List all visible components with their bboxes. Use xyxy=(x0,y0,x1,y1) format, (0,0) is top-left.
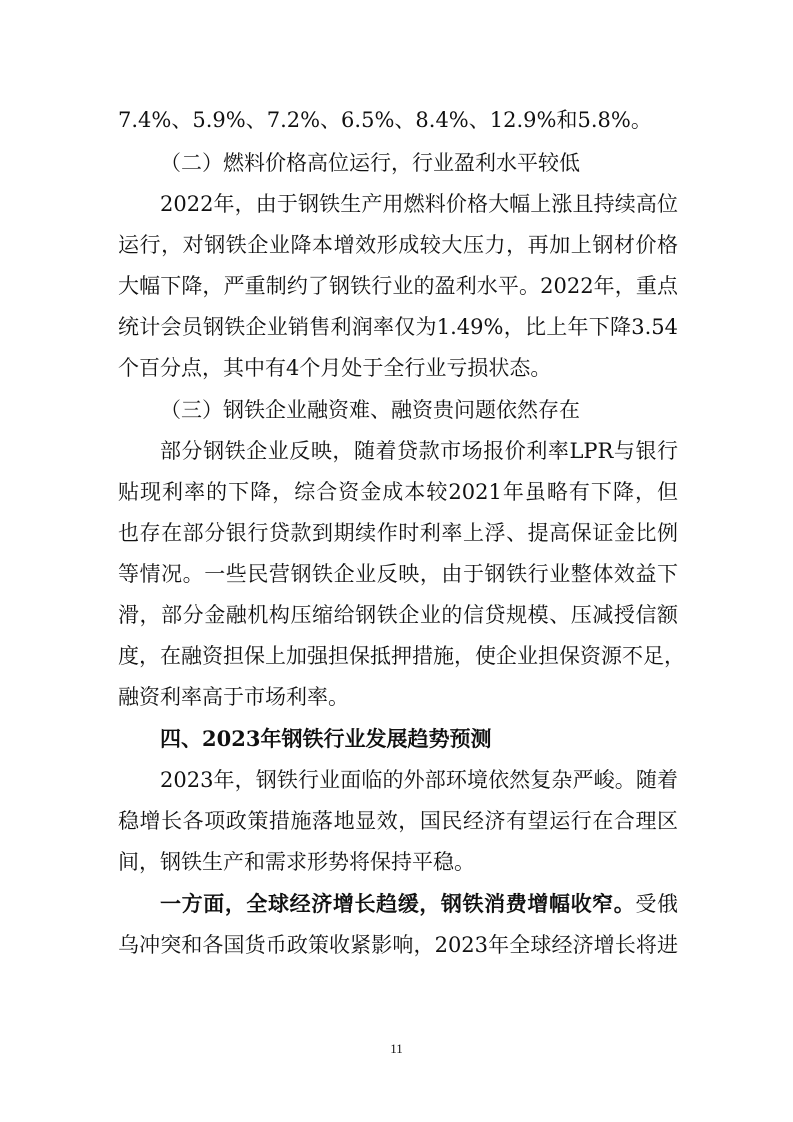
paragraph-line: 等情况。一些民营钢铁企业反映，由于钢铁行业整体效益下 xyxy=(118,562,678,586)
paragraph-line: 个百分点，其中有4个月处于全行业亏损状态。 xyxy=(118,356,552,380)
paragraph-line: 7.4%、5.9%、7.2%、6.5%、8.4%、12.9%和5.8%。 xyxy=(118,108,652,132)
paragraph-line: 运行，对钢铁企业降本增效形成较大压力，再加上钢材价格 xyxy=(118,233,678,257)
paragraph-line: 贴现利率的下降，综合资金成本较2021年虽略有下降，但 xyxy=(118,480,678,504)
section-heading: （二）燃料价格高位运行，行业盈利水平较低 xyxy=(160,151,580,175)
chapter-heading: 四、2023年钢铁行业发展趋势预测 xyxy=(160,726,492,751)
paragraph-line: 滑，部分金融机构压缩给钢铁企业的信贷规模、压减授信额 xyxy=(118,603,678,627)
bold-lead-sentence: 一方面，全球经济增长趋缓，钢铁消费增幅收窄。 xyxy=(160,891,636,916)
paragraph-line: 乌冲突和各国货币政策收紧影响，2023年全球经济增长将进 xyxy=(118,933,678,957)
paragraph-line: 也存在部分银行贷款到期续作时利率上浮、提高保证金比例 xyxy=(118,521,678,545)
paragraph-line: 度，在融资担保上加强担保抵押措施，使企业担保资源不足， xyxy=(118,644,685,668)
page-number: 11 xyxy=(390,1041,403,1056)
paragraph-line: 2022年，由于钢铁生产用燃料价格大幅上涨且持续高位 xyxy=(160,192,678,216)
section-heading: （三）钢铁企业融资难、融资贵问题依然存在 xyxy=(160,398,580,422)
paragraph-line: 部分钢铁企业反映，随着贷款市场报价利率LPR与银行 xyxy=(160,439,678,463)
paragraph-line: 稳增长各项政策措施落地显效，国民经济有望运行在合理区 xyxy=(118,809,678,833)
paragraph-line: 统计会员钢铁企业销售利润率仅为1.49%，比上年下降3.54 xyxy=(118,315,678,339)
paragraph-line: 间，钢铁生产和需求形势将保持平稳。 xyxy=(118,850,475,874)
paragraph-line: 2023年，钢铁行业面临的外部环境依然复杂严峻。随着 xyxy=(160,768,678,792)
paragraph-line: 大幅下降，严重制约了钢铁行业的盈利水平。2022年，重点 xyxy=(118,274,678,298)
paragraph-line: 融资利率高于市场利率。 xyxy=(118,685,349,709)
paragraph-text: 受俄 xyxy=(635,892,678,916)
paragraph-line-emphasis xyxy=(160,890,678,918)
